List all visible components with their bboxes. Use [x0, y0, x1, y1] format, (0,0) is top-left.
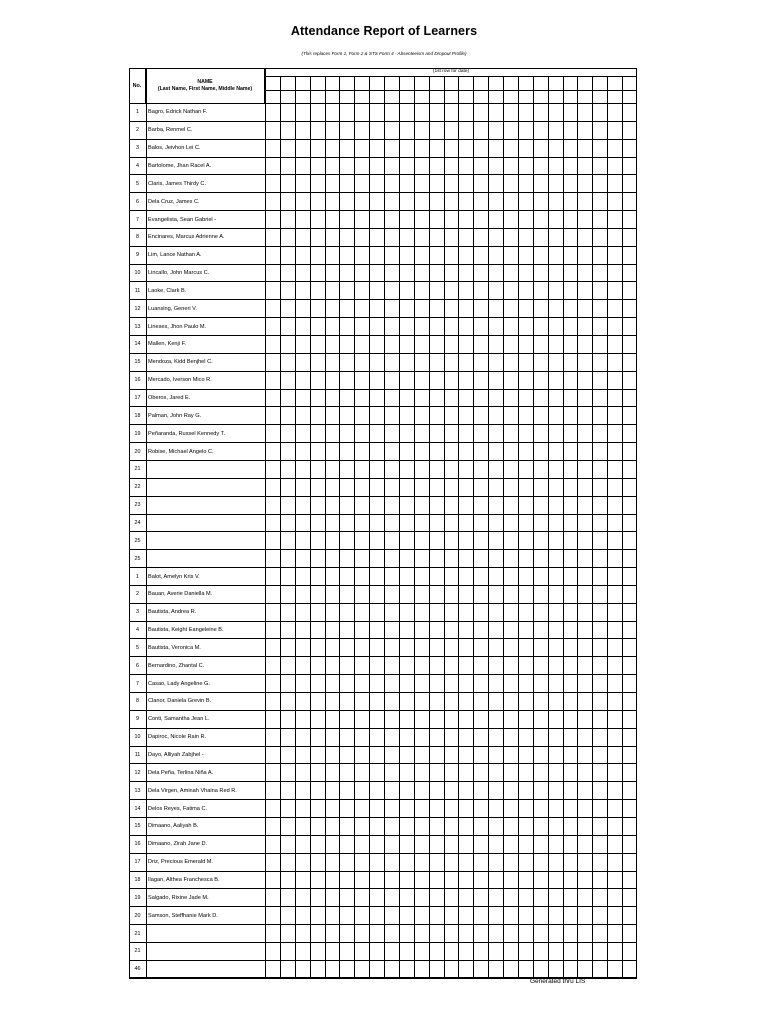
- row-number: 17: [134, 395, 141, 402]
- male-learner-row: [129, 283, 637, 301]
- learner-name: Evangelista, Sean Gabriel -: [148, 216, 217, 223]
- row-number: 20: [134, 912, 141, 919]
- learner-name: Dimaano, Zirah Jane D.: [148, 841, 208, 848]
- learner-name: Oberos, Jared E.: [148, 395, 191, 402]
- row-number: 21: [134, 930, 141, 937]
- row-number: 19: [134, 430, 141, 437]
- row-number: 5: [136, 180, 139, 187]
- row-number: 2: [136, 127, 139, 134]
- learner-name: Lincallo, John Marcus C.: [148, 270, 210, 277]
- learner-name: Bagro, Edrick Nathan F.: [148, 109, 208, 116]
- learner-name: Bartolome, Jhan Racel A.: [148, 162, 212, 169]
- learner-name: Mercado, Iverson Mico R.: [148, 377, 212, 384]
- row-number: 12: [134, 769, 141, 776]
- learner-name: Lineses, Jhon Paulo M.: [148, 323, 207, 330]
- female-learner-row: [129, 925, 637, 943]
- female-learner-row: [129, 818, 637, 836]
- row-number: 3: [136, 145, 139, 152]
- row-number: 16: [134, 841, 141, 848]
- learner-name: Dimaano, Aaliyah B.: [148, 823, 199, 830]
- female-learner-row: [129, 854, 637, 872]
- learner-name: Mendoza, Kidd Benjhel C.: [148, 359, 213, 366]
- page-title: Attendance Report of Learners: [290, 24, 478, 38]
- male-learner-row: [129, 140, 637, 158]
- learner-name: Barba, Renmel C.: [148, 127, 193, 134]
- female-learner-row: [129, 711, 637, 729]
- row-number: 8: [136, 234, 139, 241]
- learner-name: Bauan, Averie Daniella M.: [148, 591, 213, 598]
- row-number: 14: [134, 341, 141, 348]
- male-learner-row: [129, 515, 637, 533]
- female-learner-row: [129, 693, 637, 711]
- learner-name: Delos Reyes, Fatima C.: [148, 805, 208, 812]
- row-number: 18: [134, 412, 141, 419]
- page-subtitle: (This replaces Form 1, Form 2 & STS Form 4 - Absenteeism and Dropout Profile): [301, 51, 467, 56]
- row-number: 13: [134, 323, 141, 330]
- learner-name: Balot, Amelyn Kris V.: [148, 573, 200, 580]
- female-learner-row: [129, 889, 637, 907]
- row-number: 18: [134, 876, 141, 883]
- female-learner-row: [129, 586, 637, 604]
- header-name-label: NAME: [197, 79, 213, 85]
- header-no: No.: [129, 68, 146, 103]
- learner-name: [148, 550, 264, 567]
- learner-name: Casao, Lady Angeline G.: [148, 680, 210, 687]
- learner-name: Bautista, Veronica M.: [148, 644, 201, 651]
- generated-note: Generated thru LIS: [530, 978, 586, 985]
- female-learner-row: [129, 640, 637, 658]
- learner-name: Peñaranda, Russel Kennedy T.: [148, 430, 226, 437]
- header-divider: [265, 90, 637, 91]
- male-learner-row: [129, 372, 637, 390]
- learner-name: Robise, Michael Angelo C.: [148, 448, 214, 455]
- female-learner-row: [129, 800, 637, 818]
- female-learner-row: [129, 943, 637, 961]
- female-learner-row: [129, 604, 637, 622]
- learner-name: Dayo, Alliyah Zabjhel -: [148, 752, 204, 759]
- learner-name: [148, 497, 264, 514]
- row-number: 5: [136, 644, 139, 651]
- row-number: 13: [134, 787, 141, 794]
- learner-name: Palman, John Ray G.: [148, 412, 202, 419]
- female-learner-row: [129, 729, 637, 747]
- row-number: 7: [136, 680, 139, 687]
- learner-name: Dela Peña, Terlina Niña A.: [148, 769, 214, 776]
- learner-name: Encinares, Marcus Adrienne A.: [148, 234, 225, 241]
- female-learner-row: [129, 907, 637, 925]
- female-learner-row: [129, 657, 637, 675]
- male-learner-row: [129, 550, 637, 568]
- row-number: 7: [136, 216, 139, 223]
- learner-name: [148, 532, 264, 549]
- learner-name: Bautista, Andrea R.: [148, 609, 197, 616]
- learner-name: Samson, Steffhanie Mark D.: [148, 912, 218, 919]
- male-learner-row: [129, 425, 637, 443]
- row-number: 46: [134, 966, 141, 973]
- row-number: 9: [136, 252, 139, 259]
- male-learner-row: [129, 407, 637, 425]
- header-divider: [265, 76, 637, 77]
- learner-name: Dela Virgen, Aminah Vhaina Red R.: [148, 787, 237, 794]
- female-learner-row: [129, 872, 637, 890]
- male-learner-row: [129, 318, 637, 336]
- learner-name: [148, 515, 264, 532]
- row-number: 1: [136, 573, 139, 580]
- male-learner-row: [129, 390, 637, 408]
- male-learner-row: [129, 158, 637, 176]
- row-number: 1: [136, 109, 139, 116]
- row-number: 24: [134, 519, 141, 526]
- male-learner-row: [129, 532, 637, 550]
- male-learner-row: [129, 229, 637, 247]
- row-number: 25: [134, 555, 141, 562]
- female-learner-row: [129, 675, 637, 693]
- learner-name: Bernardino, Zhantal C.: [148, 662, 205, 669]
- female-learner-row: [129, 782, 637, 800]
- attendance-grid: [129, 68, 637, 978]
- row-number: 15: [134, 359, 141, 366]
- row-number: 6: [136, 198, 139, 205]
- row-number: 15: [134, 823, 141, 830]
- male-learner-row: [129, 300, 637, 318]
- male-learner-row: [129, 443, 637, 461]
- learner-name: Conti, Samantha Jean L.: [148, 716, 210, 723]
- female-learner-row: [129, 568, 637, 586]
- learner-name: [148, 925, 264, 942]
- row-number: 11: [134, 287, 141, 294]
- male-learner-row: [129, 211, 637, 229]
- male-learner-row: [129, 354, 637, 372]
- learner-name: [148, 943, 264, 960]
- row-number: 9: [136, 716, 139, 723]
- row-number: 8: [136, 698, 139, 705]
- learner-name: Luansing, Generi V.: [148, 305, 197, 312]
- learner-name: Clanor, Daniela Grevin B.: [148, 698, 212, 705]
- male-learner-row: [129, 104, 637, 122]
- learner-name: Dapiroc, Nicole Rain R.: [148, 734, 207, 741]
- male-learner-row: [129, 497, 637, 515]
- female-learner-row: [129, 836, 637, 854]
- learner-name: Driz, Precious Emerald M.: [148, 859, 213, 866]
- learner-name: [148, 961, 264, 978]
- male-learner-row: [129, 265, 637, 283]
- learner-name: Claris, James Thirdy C.: [148, 180, 207, 187]
- learner-name: Balos, Jeivhon Lei C.: [148, 145, 201, 152]
- learner-name: [148, 461, 264, 478]
- female-learner-row: [129, 961, 637, 979]
- header-name-sublabel: (Last Name, First Name, Middle Name): [157, 85, 253, 92]
- male-learner-row: [129, 193, 637, 211]
- male-learner-row: [129, 175, 637, 193]
- row-number: 20: [134, 448, 141, 455]
- learner-name: Lim, Lance Nathan A.: [148, 252, 202, 259]
- female-learner-row: [129, 622, 637, 640]
- learner-name: Dela Cruz, James C.: [148, 198, 200, 205]
- row-number: 22: [134, 484, 141, 491]
- row-number: 23: [134, 502, 141, 509]
- female-learner-row: [129, 764, 637, 782]
- male-learner-row: [129, 336, 637, 354]
- row-number: 3: [136, 609, 139, 616]
- row-number: 19: [134, 894, 141, 901]
- learner-name: Bautista, Keight Eangeleine B.: [148, 627, 224, 634]
- female-learner-row: [129, 747, 637, 765]
- row-number: 10: [134, 270, 141, 277]
- male-learner-row: [129, 247, 637, 265]
- learner-name: Laoke, Clark B.: [148, 287, 187, 294]
- row-number: 4: [136, 627, 139, 634]
- row-number: 4: [136, 162, 139, 169]
- row-number: 12: [134, 305, 141, 312]
- male-learner-row: [129, 122, 637, 140]
- male-learner-row: [129, 479, 637, 497]
- learner-name: Salgado, Rixine Jade M.: [148, 894, 209, 901]
- row-number: 21: [134, 948, 141, 955]
- row-number: 6: [136, 662, 139, 669]
- learner-name: [148, 479, 264, 496]
- row-number: 2: [136, 591, 139, 598]
- row-number: 25: [134, 537, 141, 544]
- learner-name: Ilagan, Althea Franchesca B.: [148, 876, 220, 883]
- male-learner-row: [129, 461, 637, 479]
- learner-name: Mallen, Kenji F.: [148, 341, 186, 348]
- row-number: 10: [134, 734, 141, 741]
- header-date-note: (1st row for date): [432, 69, 470, 74]
- row-number: 11: [134, 752, 141, 759]
- row-number: 21: [134, 466, 141, 473]
- row-number: 17: [134, 859, 141, 866]
- header-name: [146, 68, 265, 103]
- row-number: 14: [134, 805, 141, 812]
- row-number: 16: [134, 377, 141, 384]
